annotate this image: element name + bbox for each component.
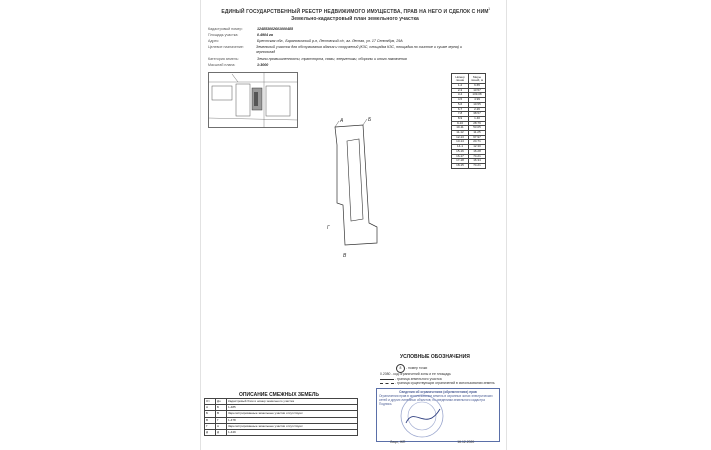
field-cadastral-number — [208, 27, 293, 32]
legend-symbol: 0.2080 — [380, 372, 391, 376]
field-value: 124853002601000485 — [257, 27, 293, 31]
line-length-cell: 38.57 — [469, 112, 486, 117]
overview-map-inset — [208, 72, 298, 128]
field-value: Земельный участок для обслуживания здания и сооружений (КЗС, площадка КЗС, площадка по очистке и сушке зерна) и зерносклад — [256, 45, 462, 54]
registry-title: ЕДИНЫЙ ГОСУДАРСТВЕННЫЙ РЕЕСТР НЕДВИЖИМОГО ИМУЩЕСТВА, ПРАВ НА НЕГО И СДЕЛОК С НИМ — [221, 9, 489, 15]
parcel-cell: Зарегистрированные земельные участки отсутствуют — [227, 423, 358, 429]
to-cell: Б — [216, 405, 227, 411]
line-number-cell: 9-10 — [452, 121, 469, 126]
legend-text: - граница земельного участка — [394, 377, 442, 381]
table-header: Кадастровый блок и номер земельного участка — [227, 399, 358, 405]
parcel-boundary — [335, 125, 377, 245]
line-measures-table — [451, 73, 486, 169]
field-scale — [208, 63, 268, 68]
legend-text: - код ограничений зоны и ее площадь — [391, 372, 451, 376]
line-length-cell: 16.34 — [469, 159, 486, 164]
legend-item — [380, 372, 451, 376]
line-length-cell: 109.08 — [469, 93, 486, 98]
line-number-cell: 3-4 — [452, 93, 469, 98]
line-number-cell: 13-14 — [452, 140, 469, 145]
table-header: От — [205, 399, 216, 405]
line-length-cell: 53.05 — [469, 126, 486, 131]
boundary-line-icon — [380, 379, 394, 380]
from-cell: В — [205, 417, 216, 423]
line-length-cell: 2.26 — [469, 107, 486, 112]
line-number-cell: 16-17 — [452, 154, 469, 159]
stamp-signature: Подпись — [379, 402, 392, 406]
field-label: Категория земель: — [208, 57, 239, 61]
field-label: Кадастровый номер: — [208, 27, 243, 31]
to-cell: Г — [216, 417, 227, 423]
legend-text: - номер точки — [405, 366, 428, 370]
line-number-cell: 17-18 — [452, 159, 469, 164]
neighbors-title: ОПИСАНИЕ СМЕЖНЫХ ЗЕМЕЛЬ — [239, 392, 319, 398]
restriction-line-icon — [380, 383, 394, 384]
building-outline — [347, 139, 363, 221]
field-label: Целевое назначение: — [208, 45, 244, 49]
line-number-cell: 6-7 — [452, 107, 469, 112]
table-row — [205, 430, 358, 436]
document-title: Земельно-кадастровый план земельного участка — [291, 16, 419, 22]
line-number-cell: 7-8 — [452, 112, 469, 117]
point-label-a: А — [340, 118, 344, 124]
line-length-cell: 11.25 — [469, 131, 486, 136]
line-number-cell: 5-6 — [452, 102, 469, 107]
field-value: 1:3000 — [257, 63, 269, 67]
line-length-cell: 1.40 — [469, 116, 486, 121]
field-purpose — [208, 45, 481, 54]
table-row — [452, 163, 486, 168]
from-cell: Б — [205, 411, 216, 417]
line-length-cell: 10.55 — [469, 102, 486, 107]
stamp-title: Сведения об ограничениях (обременениях) прав — [399, 390, 477, 394]
line-number-cell: 2-3 — [452, 88, 469, 93]
field-area — [208, 33, 273, 38]
line-length-cell: 13.57 — [469, 88, 486, 93]
line-length-cell: 67.97 — [469, 135, 486, 140]
field-label: Адрес: — [208, 39, 220, 43]
table-header: До — [216, 399, 227, 405]
neighbors-table — [204, 398, 358, 436]
line-number-cell: 15-16 — [452, 149, 469, 154]
parcel-plan — [325, 115, 395, 265]
line-number-cell: 4-5 — [452, 98, 469, 103]
line-length-cell: 16.28 — [469, 149, 486, 154]
legend-text: - граница существующих ограничений в использовании земель — [394, 381, 495, 385]
from-cell: Д — [205, 430, 216, 436]
line-number-cell: 12-13 — [452, 135, 469, 140]
line-number-cell: 1-2 — [452, 84, 469, 89]
point-number-icon: 8 — [396, 364, 405, 373]
field-value: Земли промышленности, транспорта, связи, энергетики, обороны и иного назначения — [257, 57, 407, 61]
legend-item — [380, 381, 495, 385]
footer-label: Лицо, ЖП — [390, 440, 406, 444]
line-number-cell: 14-1 — [452, 145, 469, 150]
point-label-g: Г — [327, 225, 330, 231]
to-cell: Д — [216, 430, 227, 436]
field-label: Масштаб плана: — [208, 63, 236, 67]
line-length-cell: 12.30 — [469, 145, 486, 150]
page-number: 1 — [488, 6, 491, 11]
point-label-b: Б — [368, 117, 372, 123]
line-length-cell: 74.21 — [469, 163, 486, 168]
from-cell: Г — [205, 423, 216, 429]
line-length-cell: 24.71 — [469, 140, 486, 145]
line-length-cell: 28.79 — [469, 121, 486, 126]
line-length-cell: 4.99 — [469, 98, 486, 103]
line-number-cell: 18-15 — [452, 163, 469, 168]
field-label: Площадь участка: — [208, 33, 239, 37]
line-number-cell: 10-11 — [452, 126, 469, 131]
seal-stamp-icon — [396, 393, 448, 439]
signature-footer — [390, 440, 474, 444]
line-length-cell: 6.65 — [469, 84, 486, 89]
parcel-cell: 1-478 — [227, 417, 358, 423]
footer-date: 16.12.2020 — [457, 440, 475, 444]
field-land-category — [208, 57, 407, 62]
to-cell: В — [216, 411, 227, 417]
point-label-v: В — [343, 253, 347, 259]
stamp-body: Ограничения прав в использовании земель в охранных зонах электрических сетей и других линейных объектов; по сведениям земельного кадастра — [379, 394, 493, 402]
parcel-cell: 1-449 — [227, 430, 358, 436]
line-number-cell: 8-9 — [452, 116, 469, 121]
field-value: Брестская обл., Барановичский р-н, Лесновский с/с, аг. Лесная, ул. 17 Сентября, 29А — [257, 39, 403, 43]
parcel-cell: 1-485 — [227, 405, 358, 411]
from-cell: А — [205, 405, 216, 411]
field-value: 0.4904 га — [257, 33, 273, 37]
parcel-cell: Зарегистрированные земельные участки отсутствуют — [227, 411, 358, 417]
line-number-cell: 11-12 — [452, 131, 469, 136]
line-length-cell: 74.21 — [469, 154, 486, 159]
field-address — [208, 39, 403, 44]
table-header: Номер линии — [452, 74, 469, 84]
table-header: Меры линий, м — [469, 74, 486, 84]
to-cell: А — [216, 423, 227, 429]
legend-title: УСЛОВНЫЕ ОБОЗНАЧЕНИЯ — [400, 354, 470, 360]
